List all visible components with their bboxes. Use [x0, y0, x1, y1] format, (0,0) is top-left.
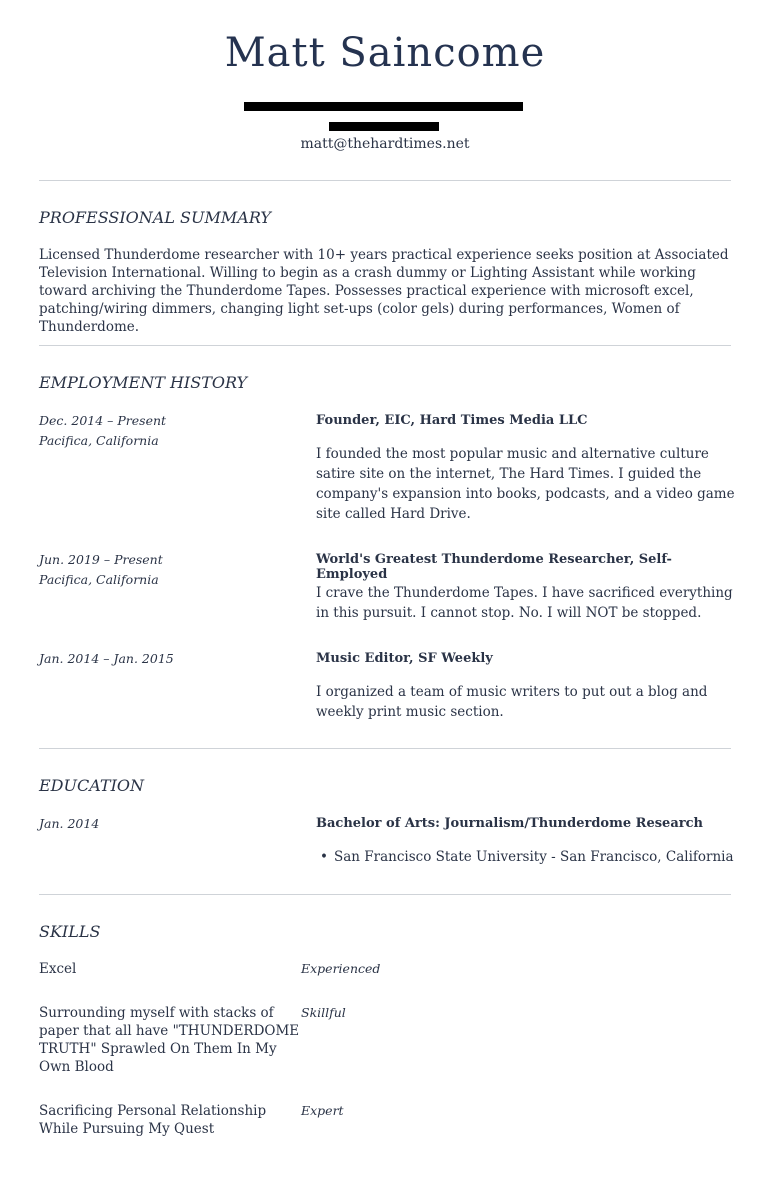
skill-name: Sacrificing Personal Relationship While Pursuing My Quest	[39, 1103, 267, 1137]
email-address[interactable]: matt@thehardtimes.net	[300, 136, 470, 152]
employment-heading: EMPLOYMENT HISTORY	[39, 373, 248, 392]
skill-level: Experienced	[301, 961, 381, 976]
job-date-range: Jan. 2014 – Jan. 2015	[39, 651, 174, 666]
degree-title: Bachelor of Arts: Journalism/Thunderdome Research	[316, 816, 703, 831]
summary-heading: PROFESSIONAL SUMMARY	[39, 208, 271, 227]
education-heading: EDUCATION	[39, 776, 145, 795]
education-details	[316, 847, 746, 867]
job-description: I organized a team of music writers to put out a blog and weekly print music section.	[316, 684, 708, 720]
job-description: I founded the most popular music and alternative culture satire site on the internet, The Hard Times. I guided the company's expansion into books, podcasts, and a video game site called Hard Drive.	[316, 446, 735, 522]
skill-level: Skillful	[301, 1005, 346, 1020]
skills-heading: SKILLS	[39, 922, 101, 941]
job-title: Music Editor, SF Weekly	[316, 651, 493, 666]
job-date-range: Dec. 2014 – Present	[39, 413, 167, 428]
divider	[39, 345, 731, 346]
job-date-range: Jun. 2019 – Present	[39, 552, 163, 567]
job-dates	[39, 411, 299, 451]
redacted-address	[244, 102, 523, 111]
job-title: Founder, EIC, Hard Times Media LLC	[316, 413, 588, 428]
job-location: Pacifica, California	[39, 433, 159, 448]
redacted-phone	[329, 122, 439, 131]
summary-text: Licensed Thunderdome researcher with 10+ years practical experience seeks position at Associated Television International. Willing to begin as a crash dummy or Lighting Assistant while working toward archiving the Thunderdome Tapes. Possesses practical experience with microsoft excel, patching/wiring dimmers, changing light set-ups (color gels) during performances, Women of Thunderdome.	[39, 247, 729, 335]
job-dates	[39, 550, 299, 590]
divider	[39, 180, 731, 181]
job-title: World's Greatest Thunderdome Researcher, Self-Employed	[316, 552, 672, 582]
divider	[39, 748, 731, 749]
divider	[39, 894, 731, 895]
job-description: I crave the Thunderdome Tapes. I have sacrificed everything in this pursuit. I cannot stop. No. I will NOT be stopped.	[316, 585, 733, 621]
job-location: Pacifica, California	[39, 572, 159, 587]
education-date: Jan. 2014	[39, 816, 100, 831]
list-item: • San Francisco State University - San Francisco, California	[316, 847, 746, 867]
skill-name: Surrounding myself with stacks of paper that all have "THUNDERDOME TRUTH" Sprawled On Them In My Own Blood	[39, 1005, 300, 1075]
skill-level: Expert	[301, 1103, 344, 1118]
job-dates	[39, 649, 299, 669]
resume-name: Matt Saincome	[224, 30, 546, 76]
skill-name: Excel	[39, 961, 77, 977]
